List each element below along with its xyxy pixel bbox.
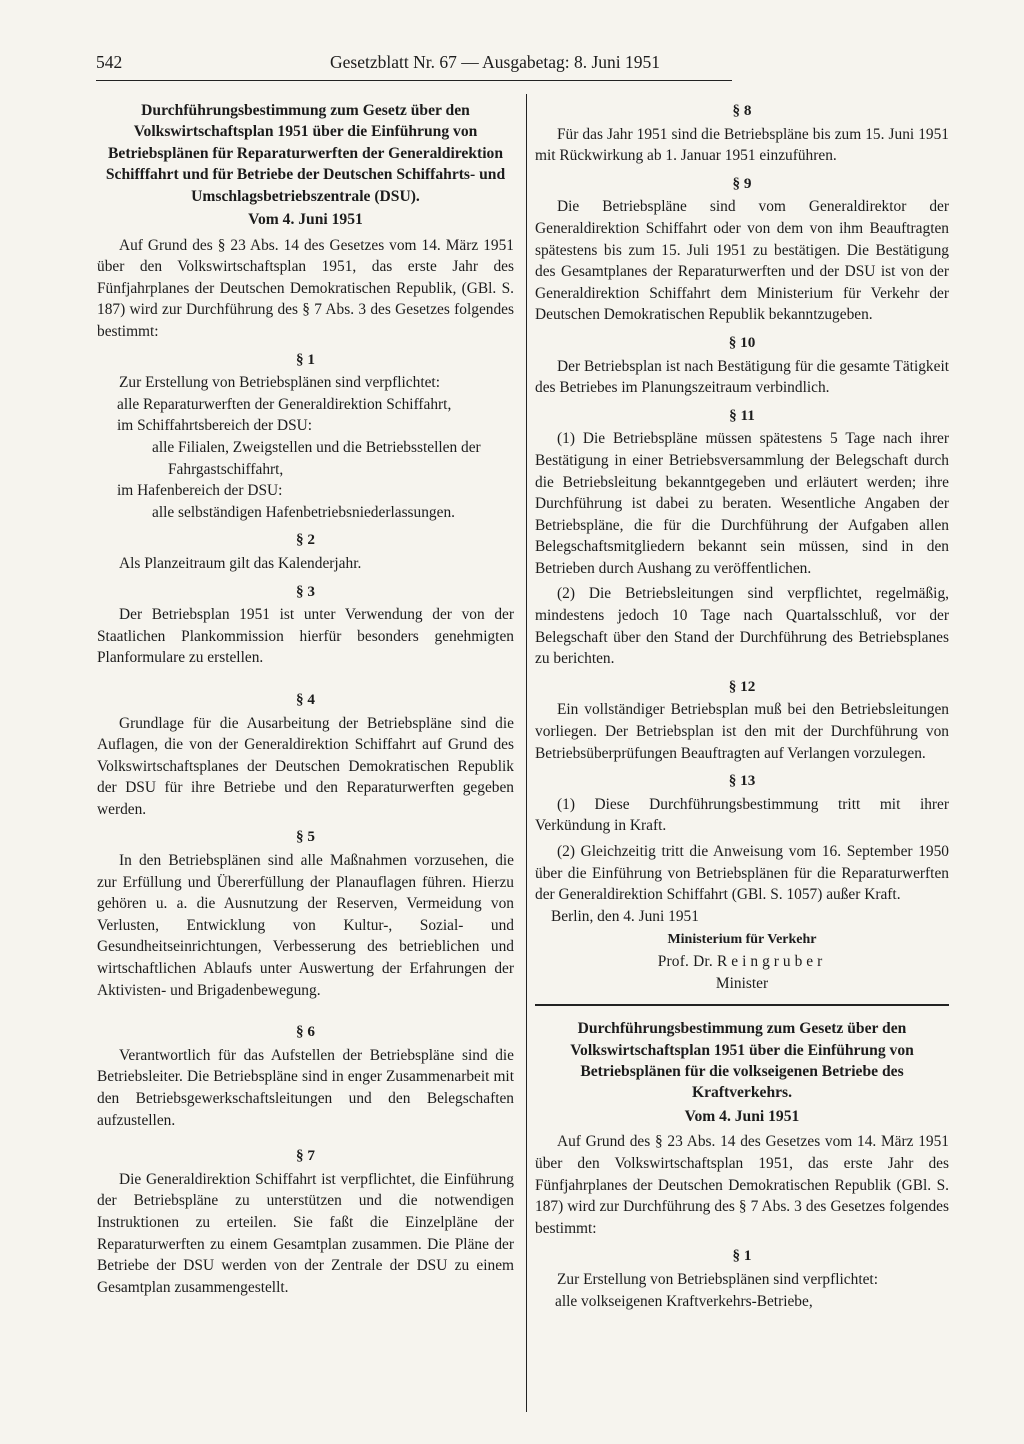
header-rule (96, 80, 732, 81)
page-number: 542 (96, 52, 123, 72)
doc2-title: Durchführungsbestimmung zum Gesetz über den Volkswirtschaftsplan 1951 über die Einführung von Betriebsplänen für die volkseigenen Betriebe des Kraftverkehrs. (570, 1020, 914, 1102)
doc2-preamble: Auf Grund des § 23 Abs. 14 des Gesetzes vom 14. März 1951 über den Volkswirtschaftsplan 1951, das erste Jahr des Fünfjahrplanes der Deutschen Demokratischen Republik (GBl. S. 187) wird zur Durchführung des § 7 Abs. 3 des Gesetzes folgendes bestimmt: (535, 1133, 949, 1237)
section-1-item-2-text: alle Filialen, Zweigstellen und die Betriebsstellen der Fahrgastschiffahrt, (152, 438, 481, 478)
section-1-intro: Zur Erstellung von Betriebsplänen sind verpflichtet: (119, 374, 440, 392)
doc1-date: Vom 4. Juni 1951 (248, 211, 363, 229)
doc2-date: Vom 4. Juni 1951 (684, 1107, 800, 1125)
header-title: Gesetzblatt Nr. 67 — Ausgabetag: 8. Juni 1951 (330, 52, 661, 72)
document-separator-rule (535, 1004, 949, 1006)
signature-name-surname: Reingruber (717, 952, 827, 970)
doc2-section-1-item-1: alle volkseigenen Kraftverkehrs-Betriebe, (555, 1292, 813, 1310)
section-4-heading: § 4 (296, 690, 315, 708)
section-3-heading: § 3 (296, 582, 315, 600)
section-8-heading: § 8 (732, 102, 752, 119)
section-10-heading: § 10 (728, 333, 756, 351)
section-1-heading: § 1 (296, 350, 315, 368)
section-11-para-2: (2) Die Betriebsleitungen sind verpflichtet, regelmäßig, mindestens jedoch 10 Tage nach Quartalsschluß, vor der Belegschaft über den Stand der Durchführung des Betriebsplanes zu berichten. (535, 585, 949, 668)
right-column (535, 100, 949, 1312)
signature-place-date: Berlin, den 4. Juni 1951 (551, 907, 699, 925)
signature-ministry: Ministerium für Verkehr (667, 932, 817, 948)
section-9-text: Die Betriebspläne sind vom Generaldirektor der Generaldirektion Schiffahrt oder von dem von ihm Beauftragten spätestens bis zum 15. Juli 1951 zu bestätigen. Die Bestätigung des Gesamtplanes der Reparaturwerften und der DSU ist von der Generaldirektion Schiffahrt dem Ministerium für Verkehr der Deutschen Demokratischen Republik bekanntzugeben. (535, 198, 949, 324)
section-11-heading: § 11 (729, 406, 755, 424)
column-divider (526, 94, 527, 1412)
section-4-text: Grundlage für die Ausarbeitung der Betriebspläne sind die Auflagen, die von der Generaldirektion Schiffahrt auf Grund des Volkswirtschaftsplanes der Deutschen Demokratischen Republik der DSU für ihre Betriebe und den Reparaturwerften gegeben werden. (97, 714, 514, 818)
doc2-section-1-heading: § 1 (732, 1247, 752, 1265)
section-13-heading: § 13 (728, 772, 756, 790)
section-11-para-1: (1) Die Betriebspläne müssen spätestens 5 Tage nach ihrer Bestätigung in einer Betriebsversammlung der Belegschaft durch die Betriebsleitung bekanntgegeben und erläutert werden; ihre Durchführung ist dabei zu beraten. Wesentliche Angaben der Betriebspläne, die für die Durchführung der Aufgaben allen Belegschaftsmitgliedern bekannt sein müssen, sind in den Betrieben durch Aushang zu veröffentlichen. (535, 430, 949, 577)
section-12-text: Ein vollständiger Betriebsplan muß bei den Betriebsleitungen vorliegen. Der Betriebsplan ist den mit der Durchführung von Betriebsüberprüfungen Beauftragten auf Verlangen vorzulegen. (535, 701, 949, 762)
section-7-heading: § 7 (296, 1147, 315, 1165)
signature-role: Minister (715, 974, 769, 992)
section-8-text: Für das Jahr 1951 sind die Betriebspläne bis zum 15. Juni 1951 mit Rückwirkung ab 1. Januar 1951 einzuführen. (535, 125, 949, 165)
section-6-text: Verantwortlich für das Aufstellen der Betriebspläne sind die Betriebsleiter. Die Betriebspläne sind in enger Zusammenarbeit mit den Betriebsgewerkschaftsleitungen und den Belegschaften aufzustellen. (97, 1046, 514, 1129)
section-1-list (97, 394, 514, 524)
section-1-item-3-label: im Hafenbereich der DSU: (117, 482, 283, 500)
section-1-item-3-text: alle selbständigen Hafenbetriebsniederlassungen. (152, 503, 456, 521)
section-1-item-2-label: im Schiffahrtsbereich der DSU: (117, 417, 313, 435)
section-6-heading: § 6 (296, 1023, 315, 1041)
section-9-heading: § 9 (732, 174, 752, 192)
section-13-para-1: (1) Diese Durchführungsbestimmung tritt mit ihrer Verkündung in Kraft. (535, 795, 949, 835)
section-7-text: Die Generaldirektion Schiffahrt ist verpflichtet, die Einführung der Betriebspläne zu unterstützen und die notwendigen Instruktionen zu erteilen. Sie faßt die Einzelpläne der Reparaturwerften zu einem Gesamtplan zusammen. Die Pläne der Betriebe der DSU werden von der Zentrale der DSU zu einem Gesamtplan zusammengestellt. (97, 1170, 514, 1296)
section-5-text: In den Betriebsplänen sind alle Maßnahmen vorzusehen, die zur Erfüllung und Übererfüllung der Planauflagen führen. Hierzu gehören u. a. die Ausnutzung der Reserven, Vermeidung von Verlusten, Entwicklung von Kultur-, Sozial- und Gesundheitseinrichtungen, Verbesserung des betrieblichen und wirtschaftlichen Ablaufs unter Auswertung der Erfahrungen der Aktivisten- und Brigadenbewegung. (97, 852, 514, 999)
page-header (96, 52, 728, 78)
section-2-heading: § 2 (296, 531, 315, 549)
section-10-text: Der Betriebsplan ist nach Bestätigung für die gesamte Tätigkeit des Betriebes im Planungszeitraum verbindlich. (535, 357, 949, 397)
doc2-section-1-intro: Zur Erstellung von Betriebsplänen sind verpflichtet: (557, 1270, 878, 1288)
section-3-text: Der Betriebsplan 1951 ist unter Verwendung der von der Staatlichen Plankommission hierfür besonders genehmigten Planformulare zu erstellen. (97, 606, 514, 667)
left-column (97, 100, 514, 1298)
doc1-title: Durchführungsbestimmung zum Gesetz über den Volkswirtschaftsplan 1951 über die Einführung von Betriebsplänen für Reparaturwerften der Generaldirektion Schifffahrt und für Betriebe der Deutschen Schiffahrts- und Umschlagsbetriebszentrale (DSU). (105, 102, 506, 205)
signature-name-prefix: Prof. Dr. (657, 952, 713, 970)
section-5-heading: § 5 (296, 828, 315, 846)
doc1-preamble: Auf Grund des § 23 Abs. 14 des Gesetzes vom 14. März 1951 über den Volkswirtschaftsplan 1951, das erste Jahr des Fünfjahrplanes der Deutschen Demokratischen Republik, (GBl. S. 187) wird zur Durchführung des § 7 Abs. 3 des Gesetzes folgendes bestimmt: (97, 236, 514, 340)
section-2-text: Als Planzeitraum gilt das Kalenderjahr. (119, 554, 362, 572)
section-13-para-2: (2) Gleichzeitig tritt die Anweisung vom 16. September 1950 über die Einführung von Betriebsplänen für die Reparaturwerften der Generaldirektion Schiffahrt (GBl. S. 1057) außer Kraft. (535, 843, 949, 904)
section-12-heading: § 12 (728, 677, 756, 695)
signature-block (535, 906, 949, 994)
signature-name (535, 951, 949, 973)
section-1-item-1: alle Reparaturwerften der Generaldirektion Schiffahrt, (117, 395, 452, 413)
